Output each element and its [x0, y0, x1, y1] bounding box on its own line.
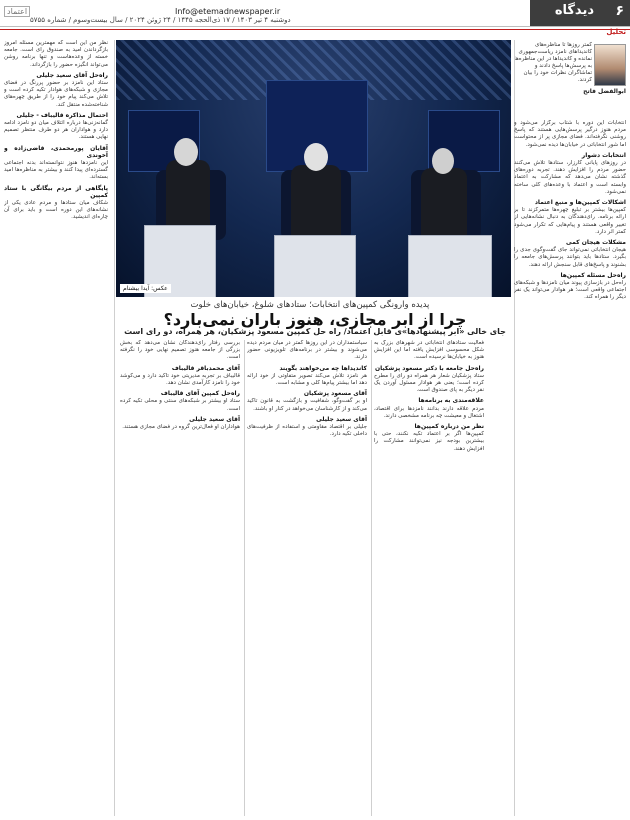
column-paragraph: شکاف میان ستادها و مردم عادی یکی از نشانه‌های این دوره است و باید برای آن چاره‌ای اندیشید.	[4, 200, 108, 221]
headline-supertitle: پدیده وارونگی کمپین‌های انتخابات؛ ستادهای شلوغ، خیابان‌های خلوت	[190, 300, 430, 310]
issue-date-line: دوشنبه ۴ تیر ۱۴۰۳ / ۱۷ ذی‌الحجه ۱۴۴۵ / ۲۴ ژوئن ۲۰۲۴ / سال بیست‌وسوم / شماره ۵۷۵۵	[30, 16, 291, 24]
column-subhead: راه‌حل جامعه با دکتر مسعود پزشکیان	[375, 364, 484, 372]
author-photo	[594, 44, 626, 86]
column-subhead: آقای محمدباقر قالیباف	[171, 364, 240, 372]
lectern-right	[408, 235, 492, 297]
column-paragraph: انتخابات این دوره با شتاب برگزار می‌شود و مردم هنوز درگیر پرسش‌هایی هستند که پاسخ روشنی نگرفته‌اند. فضای مجازی پر از محتواست اما شور انتخاباتی در خیابان‌ها دیده نمی‌شود.	[514, 120, 626, 148]
column-rule	[114, 40, 115, 816]
column-paragraph: فعالیت ستادهای انتخاباتی در شهرهای بزرگ به شکل محسوسی افزایش یافته اما این افزایش هنوز به خیابان‌ها نرسیده است.	[374, 340, 484, 361]
column-subhead: آقای سعید جلیلی	[189, 415, 240, 423]
article-column-right	[514, 120, 626, 812]
article-column-middle-3	[120, 340, 240, 818]
candidate-left-head	[174, 138, 198, 166]
column-subhead: راه‌حل کمپین آقای قالیباف	[160, 390, 240, 398]
email-address[interactable]: Info@etemadnewspaper.ir	[175, 7, 281, 16]
article-column-middle-2	[247, 340, 367, 818]
column-paragraph: ستاد این نامزد بر حضور پررنگ در فضای مجازی و شبکه‌های هوادار تکیه کرده است و تلاش می‌کند پیام خود را از طریق چهره‌های شناخته‌شده منتقل کند.	[4, 80, 108, 108]
column-paragraph: نظر من این است که مهمترین مسئله امروز بازگرداندن امید به صندوق رای است. جامعه خسته از وعده‌هاست و تنها برنامه روشن می‌تواند انگیزه حضور را بازگرداند.	[4, 40, 108, 68]
column-subhead: کاندیدا‌ها چه می‌خواهند بگویند	[279, 364, 367, 372]
column-subhead: مشکلات هیجان کمی	[566, 239, 626, 247]
column-rule	[244, 340, 245, 816]
column-paragraph: هواداران او فعال‌ترین گروه در فضای مجازی هستند.	[122, 424, 240, 431]
headline-title: چرا از ابر مجازی، هنوز باران نمی‌بارد؟	[163, 310, 467, 329]
column-paragraph: کمپین‌ها اگر بر اعتماد تکیه نکنند، حتی با بیشترین بودجه نیز نمی‌توانند مشارکت را افزایش دهند.	[374, 431, 484, 452]
column-paragraph: راه‌حل در بازسازی پیوند میان نامزدها و شبکه‌های اجتماعی واقعی است؛ هر هوادار می‌تواند یک نفر دیگر را همراه کند.	[514, 280, 626, 301]
headline-subtitle: جای خالی «ابر پیشنهادها»ی قابل اعتماد/ راه حل کمپین مسعود پزشکیان، هر همراه، دو رای است	[124, 327, 506, 336]
author-intro: کمتر روزها تا مناظره‌های کاندیداهای نامزد ریاست‌جمهوری نمانده و کاندیداها در این مناظره‌ها به پرسش‌ها پاسخ دادند و تماشاگران نظرات خود را بیان کردند.	[514, 42, 592, 83]
column-subhead: اشکالات کمپین‌ها و منبع اعتماد	[534, 199, 626, 207]
column-paragraph: مردم علاقه دارند بدانند نامزدها برای اقتصاد، اشتغال و معیشت چه برنامه مشخصی دارند.	[374, 405, 484, 419]
column-subhead: علاقه‌مندی به برنامه‌ها	[418, 397, 484, 405]
author-box	[514, 38, 626, 118]
page-number: ۶	[615, 3, 624, 19]
section-tab	[530, 0, 630, 26]
column-paragraph: او بر گفت‌وگو، شفافیت و بازگشت به قانون تاکید می‌کند و از کارشناسان می‌خواهد در کنار او باشند.	[247, 398, 367, 412]
column-paragraph: هیجان انتخاباتی نمی‌تواند جای گفت‌وگوی جدی را بگیرد. ستادها باید بتوانند پرسش‌های جامعه را بشنوند و پاسخ‌های قابل سنجش ارائه دهند.	[514, 247, 626, 268]
section-divider	[0, 29, 630, 30]
column-subhead: راه‌حل مسئله کمپین‌ها	[560, 271, 626, 279]
article-column-left	[4, 40, 108, 812]
subsection-label: تحلیل	[606, 28, 626, 36]
article-column-middle-1	[374, 340, 484, 818]
photo-credit: عکس: آیدا بیشنام	[120, 284, 171, 293]
column-rule	[371, 340, 372, 816]
column-paragraph: ستاد او بیشتر بر شبکه‌های سنتی و محلی تکیه کرده است.	[120, 398, 240, 412]
section-title: دیدگاه	[554, 3, 594, 18]
lectern-center	[274, 235, 356, 297]
column-paragraph: جلیلی بر اقتصاد مقاومتی و استفاده از ظرفیت‌های داخلی تکیه دارد.	[247, 424, 367, 438]
column-paragraph: بررسی رفتار رای‌دهندگان نشان می‌دهد که بخش بزرگی از جامعه هنوز تصمیم نهایی خود را نگرفته است.	[120, 340, 240, 361]
column-paragraph: ستاد پزشکیان شعار هر همراه دو رای را مطرح کرده است؛ یعنی هر هوادار مسئول آوردن یک نفر دیگر به پای صندوق است.	[374, 372, 484, 394]
column-subhead: آقای مسعود پزشکیان	[303, 390, 367, 398]
column-paragraph: هر نامزد تلاش می‌کند تصویر متفاوتی از خود ارائه دهد اما بیشتر پیام‌ها کلی و مشابه است.	[247, 372, 367, 387]
column-subhead: احتمال مذاکره قالیباف - جلیلی	[16, 111, 108, 119]
debate-photo	[116, 40, 511, 297]
column-paragraph: گمانه‌زنی‌ها درباره ائتلاف میان دو نامزد ادامه دارد و هواداران هر دو طرف منتظر تصمیم نهایی هستند.	[4, 120, 108, 141]
column-subhead: آقایان پورمحمدی، قاضی‌زاده و آخوندی	[4, 144, 108, 159]
column-paragraph: قالیباف بر تجربه مدیریتی خود تاکید دارد و می‌کوشد خود را نامزد کارآمدی نشان دهد.	[120, 372, 240, 387]
column-subhead: آقای سعید جلیلی	[316, 415, 367, 423]
column-paragraph: سیاستمداران در این روزها کمتر در میان مردم دیده می‌شوند و بیشتر در برنامه‌های تلویزیونی حضور دارند.	[247, 340, 367, 361]
column-subhead: راه‌حل آقای سعید جلیلی	[36, 71, 108, 79]
column-subhead: انتخابات دشوار	[581, 151, 626, 159]
candidate-right-head	[432, 148, 454, 174]
column-subhead: نظر من درباره کمپین‌ها	[414, 423, 484, 431]
author-name: ابوالفضل فاتح	[583, 88, 626, 95]
column-paragraph: این نامزدها هنوز نتوانسته‌اند بدنه اجتماعی گسترده‌ای پیدا کنند و بیشتر به مناظره‌ها امید بسته‌اند.	[4, 160, 108, 181]
column-subhead: پایگاهی از مردم بیگانگی با ستاد کمپین	[4, 184, 108, 199]
column-paragraph: در روزهای پایانی کارزار، ستادها تلاش می‌کنند حضور مردم را افزایش دهند. تجربه دوره‌های گذشته نشان می‌دهد که مشارکت به اعتماد وابسته است و اعتماد با وعده‌های کلی ساخته نمی‌شود.	[514, 160, 626, 195]
newspaper-logo: اعتماد	[4, 6, 30, 17]
candidate-center-head	[304, 143, 328, 171]
column-paragraph: کمپین‌ها بیشتر بر تبلیغ چهره‌ها متمرکزند تا بر ارائه برنامه. رای‌دهندگان به دنبال نشانه‌هایی از تغییر واقعی هستند و پیام‌هایی که تکرار می‌شود کمتر اثر دارد.	[514, 207, 626, 235]
